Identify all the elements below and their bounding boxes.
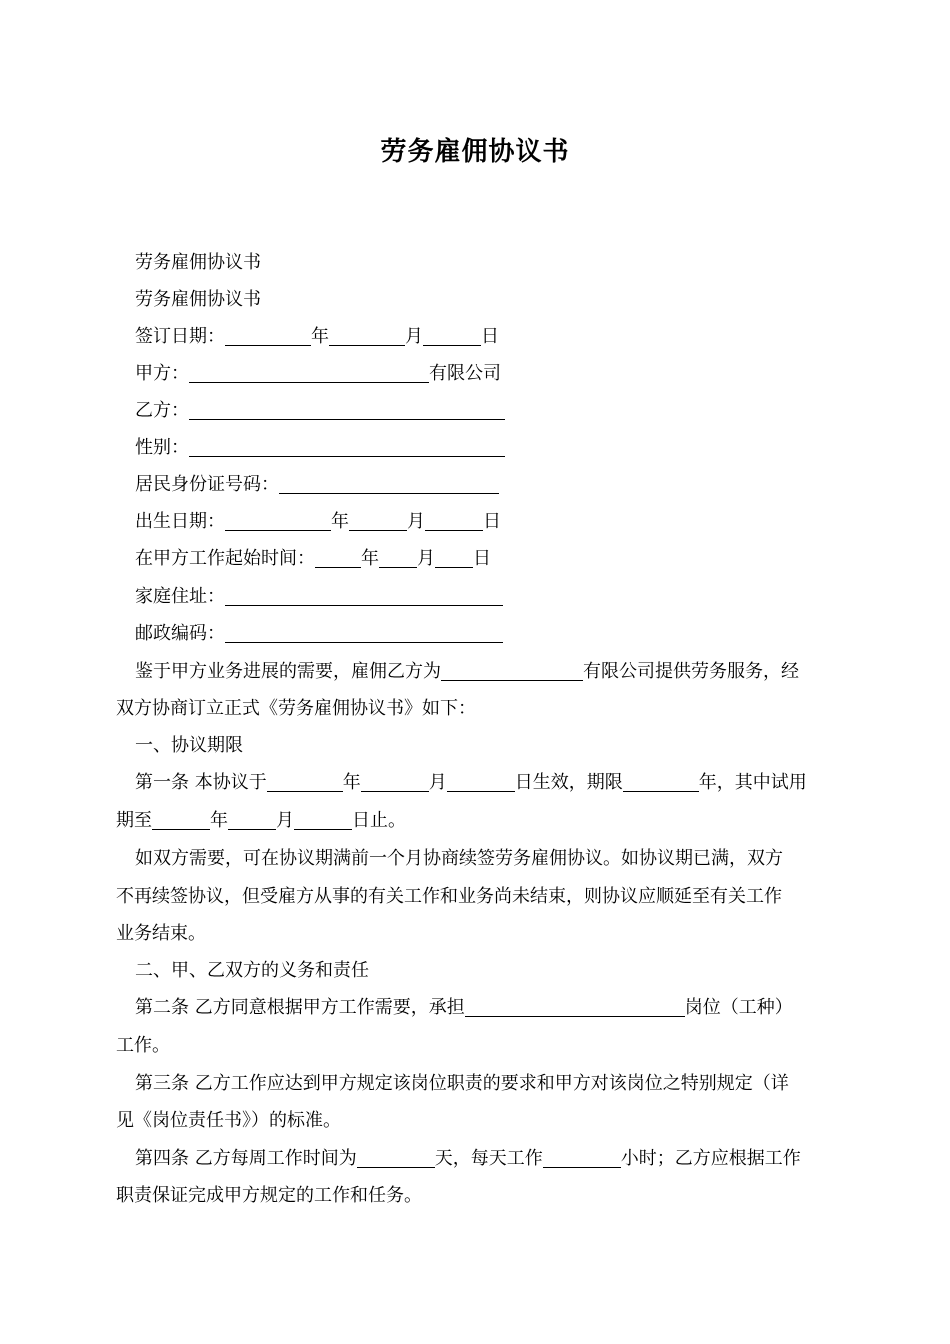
intro-text-b: 有限公司提供劳务服务，经 <box>583 661 799 682</box>
party-b-field <box>135 398 505 424</box>
sign-date-field <box>135 324 499 350</box>
probation-year-blank[interactable] <box>152 809 210 830</box>
position-blank[interactable] <box>465 996 685 1017</box>
company-blank[interactable] <box>441 660 583 681</box>
birth-month-blank[interactable] <box>349 510 407 531</box>
birth-date-label: 出生日期： <box>135 511 225 532</box>
id-number-blank[interactable] <box>279 473 499 494</box>
address-blank[interactable] <box>225 585 503 606</box>
article-4-text: 第四条 乙方每周工作时间为 <box>135 1148 357 1169</box>
year-label: 年 <box>342 772 361 793</box>
article-1-line-2 <box>116 808 406 834</box>
work-days-blank[interactable] <box>357 1147 435 1168</box>
article-1-line-1 <box>135 770 833 796</box>
id-number-label: 居民身份证号码： <box>135 474 279 495</box>
start-month-blank[interactable] <box>379 547 417 568</box>
postcode-label: 邮政编码： <box>135 623 225 644</box>
article-2-line-2: 工作。 <box>116 1035 170 1056</box>
subtitle-line-1: 劳务雇佣协议书 <box>135 252 261 273</box>
renewal-paragraph-line-1: 如双方需要，可在协议期满前一个月协商续签劳务雇佣协议。如协议期已满，双方 <box>135 848 783 869</box>
term-years-blank[interactable] <box>623 771 699 792</box>
article-2-text: 第二条 乙方同意根据甲方工作需要，承担 <box>135 997 465 1018</box>
year-label: 年 <box>361 548 379 569</box>
intro-paragraph-line-2: 双方协商订立正式《劳务雇佣协议书》如下： <box>116 698 476 719</box>
birth-year-blank[interactable] <box>225 510 331 531</box>
effective-year-blank[interactable] <box>267 771 343 792</box>
article-4-text-end: 小时；乙方应根据工作 <box>620 1148 801 1169</box>
gender-label: 性别： <box>135 437 189 458</box>
probation-month-blank[interactable] <box>228 809 276 830</box>
start-day-blank[interactable] <box>435 547 473 568</box>
gender-field <box>135 435 505 461</box>
postcode-field <box>135 621 503 647</box>
gender-blank[interactable] <box>189 436 505 457</box>
article-2-line-1 <box>135 995 833 1021</box>
address-label: 家庭住址： <box>135 586 225 607</box>
party-a-blank[interactable] <box>189 362 429 383</box>
party-a-suffix: 有限公司 <box>429 363 501 384</box>
article-4-line-1 <box>135 1146 833 1172</box>
end-text: 日止。 <box>352 810 406 831</box>
day-label: 日 <box>473 548 491 569</box>
party-b-blank[interactable] <box>189 399 505 420</box>
party-a-label: 甲方： <box>135 363 189 384</box>
birth-day-blank[interactable] <box>425 510 483 531</box>
renewal-paragraph-line-3: 业务结束。 <box>116 923 206 944</box>
sign-year-blank[interactable] <box>225 325 311 346</box>
article-3-line-2: 见《岗位责任书》）的标准。 <box>116 1110 341 1131</box>
start-year-blank[interactable] <box>315 547 361 568</box>
term-text: 日生效，期限 <box>514 772 623 793</box>
probation-until-text: 期至 <box>116 810 152 831</box>
address-field <box>135 584 503 610</box>
article-3-line-1: 第三条 乙方工作应达到甲方规定该岗位职责的要求和甲方对该岗位之特别规定（详 <box>135 1073 789 1094</box>
section-1-heading: 一、协议期限 <box>135 735 243 756</box>
id-number-field <box>135 472 499 498</box>
day-label: 日 <box>481 326 499 347</box>
article-4-line-2: 职责保证完成甲方规定的工作和任务。 <box>116 1185 422 1206</box>
month-label: 月 <box>405 326 423 347</box>
year-label: 年 <box>331 511 349 532</box>
day-label: 日 <box>483 511 501 532</box>
month-label: 月 <box>407 511 425 532</box>
month-label: 月 <box>417 548 435 569</box>
document-title: 劳务雇佣协议书 <box>380 137 570 167</box>
party-a-field <box>135 361 501 387</box>
work-hours-text: 天，每天工作 <box>434 1148 543 1169</box>
work-hours-blank[interactable] <box>543 1147 621 1168</box>
sign-day-blank[interactable] <box>423 325 481 346</box>
start-date-label: 在甲方工作起始时间： <box>135 548 315 569</box>
year-label: 年 <box>311 326 329 347</box>
sign-date-label: 签订日期： <box>135 326 225 347</box>
article-2-position-text: 岗位（工种） <box>684 997 793 1018</box>
month-label: 月 <box>428 772 447 793</box>
month-label: 月 <box>276 810 294 831</box>
probation-text: 年，其中试用 <box>698 772 807 793</box>
postcode-blank[interactable] <box>225 622 503 643</box>
birth-date-field <box>135 509 501 535</box>
sign-month-blank[interactable] <box>329 325 405 346</box>
effective-month-blank[interactable] <box>361 771 429 792</box>
intro-paragraph-line-1 <box>135 659 833 685</box>
subtitle-line-2: 劳务雇佣协议书 <box>135 289 261 310</box>
article-1-text: 第一条 本协议于 <box>135 772 267 793</box>
probation-day-blank[interactable] <box>294 809 352 830</box>
effective-day-blank[interactable] <box>447 771 515 792</box>
intro-text-a: 鉴于甲方业务进展的需要，雇佣乙方为 <box>135 661 441 682</box>
year-label: 年 <box>210 810 228 831</box>
section-2-heading: 二、甲、乙双方的义务和责任 <box>135 960 369 981</box>
party-b-label: 乙方： <box>135 400 189 421</box>
renewal-paragraph-line-2: 不再续签协议，但受雇方从事的有关工作和业务尚未结束，则协议应顺延至有关工作 <box>116 886 782 907</box>
start-date-field <box>135 546 491 572</box>
